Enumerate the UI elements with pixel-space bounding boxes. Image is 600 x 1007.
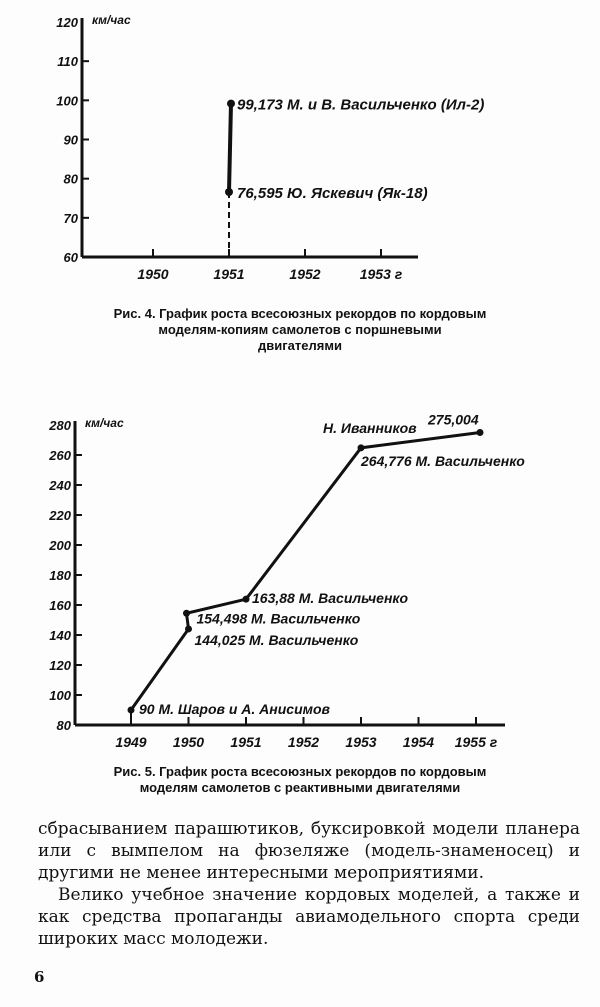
caption-line: двигателями xyxy=(258,338,342,353)
caption-line: моделям-копиям самолетов с поршневыми xyxy=(158,322,442,337)
data-point xyxy=(358,444,365,451)
data-label: 154,498 М. Васильченко xyxy=(196,610,361,627)
paragraph: сбрасыванием парашютиков, буксировкой модели планера или с вымпелом на фюзеляже (модель-знаменосец) и другими не менее интересными мероприятиями. xyxy=(38,819,580,883)
data-label: 144,025 М. Васильченко xyxy=(194,631,359,648)
y-tick-label: 120 xyxy=(49,658,71,673)
x-tick-label: 1954 xyxy=(402,734,435,750)
data-label: 163,88 М. Васильченко xyxy=(252,590,409,607)
series-line xyxy=(131,432,480,710)
y-tick-label: 100 xyxy=(49,688,71,703)
y-tick-label: 180 xyxy=(49,568,71,583)
y-tick-label: 90 xyxy=(63,132,78,148)
caption-fig5 xyxy=(40,764,560,796)
y-tick-label: 280 xyxy=(49,418,71,433)
y-tick-label: 160 xyxy=(49,598,71,613)
y-tick-label: 140 xyxy=(49,628,71,643)
data-point xyxy=(183,610,190,617)
data-label: 264,776 М. Васильченко xyxy=(361,452,525,469)
data-label: 76,595 Ю. Яскевич (Як-18) xyxy=(237,185,428,203)
x-tick-label: 1953 xyxy=(345,734,377,750)
y-tick-label: 80 xyxy=(56,718,71,733)
x-tick-label: 1950 xyxy=(137,266,169,282)
page-number: 6 xyxy=(34,968,45,986)
y-tick-label: 80 xyxy=(63,171,78,187)
caption-line: моделям самолетов с реактивными двигателями xyxy=(139,780,461,795)
x-tick-label: 1952 xyxy=(289,266,321,282)
x-tick-label: 1955 г xyxy=(454,734,498,750)
x-tick-label: 1949 xyxy=(115,734,147,750)
y-tick-label: 260 xyxy=(49,448,71,463)
x-tick-label: 1950 xyxy=(172,734,205,750)
x-tick-label: 1953 г xyxy=(359,266,403,282)
y-tick-label: 70 xyxy=(63,210,78,226)
caption-line: Рис. 4. График роста всесоюзных рекордов по кордовым xyxy=(113,306,487,321)
caption-fig4 xyxy=(40,306,560,354)
y-tick-label: 60 xyxy=(63,250,78,265)
y-tick-label: 120 xyxy=(56,15,78,30)
x-tick-label: 1951 xyxy=(230,734,262,750)
y-tick-label: 240 xyxy=(49,478,71,493)
data-label: 275,004 xyxy=(428,411,479,428)
data-point xyxy=(477,429,484,436)
body-text xyxy=(38,818,580,950)
x-tick-label: 1952 xyxy=(287,734,320,750)
paragraph: Велико учебное значение кордовых моделей, а также и как средства пропаганды авиамодельного спорта среди широких масс молодежи. xyxy=(38,885,580,949)
y-tick-label: 220 xyxy=(49,508,71,523)
data-point xyxy=(243,596,250,603)
caption-line: Рис. 5. График роста всесоюзных рекордов по кордовым xyxy=(113,764,487,779)
y-tick-label: 200 xyxy=(49,538,71,553)
data-point xyxy=(185,625,192,632)
y-axis-unit: км/час xyxy=(92,13,131,27)
y-tick-label: 110 xyxy=(57,54,78,70)
y-axis-unit: км/час xyxy=(85,416,124,430)
data-label: 90 М. Шаров и А. Анисимов xyxy=(139,701,330,717)
data-label: 99,173 М. и В. Васильченко (Ил-2) xyxy=(237,96,485,114)
data-label-name: Н. Иванников xyxy=(323,420,417,436)
y-tick-label: 100 xyxy=(56,93,78,109)
x-tick-label: 1951 xyxy=(213,266,245,282)
data-point xyxy=(128,707,135,714)
